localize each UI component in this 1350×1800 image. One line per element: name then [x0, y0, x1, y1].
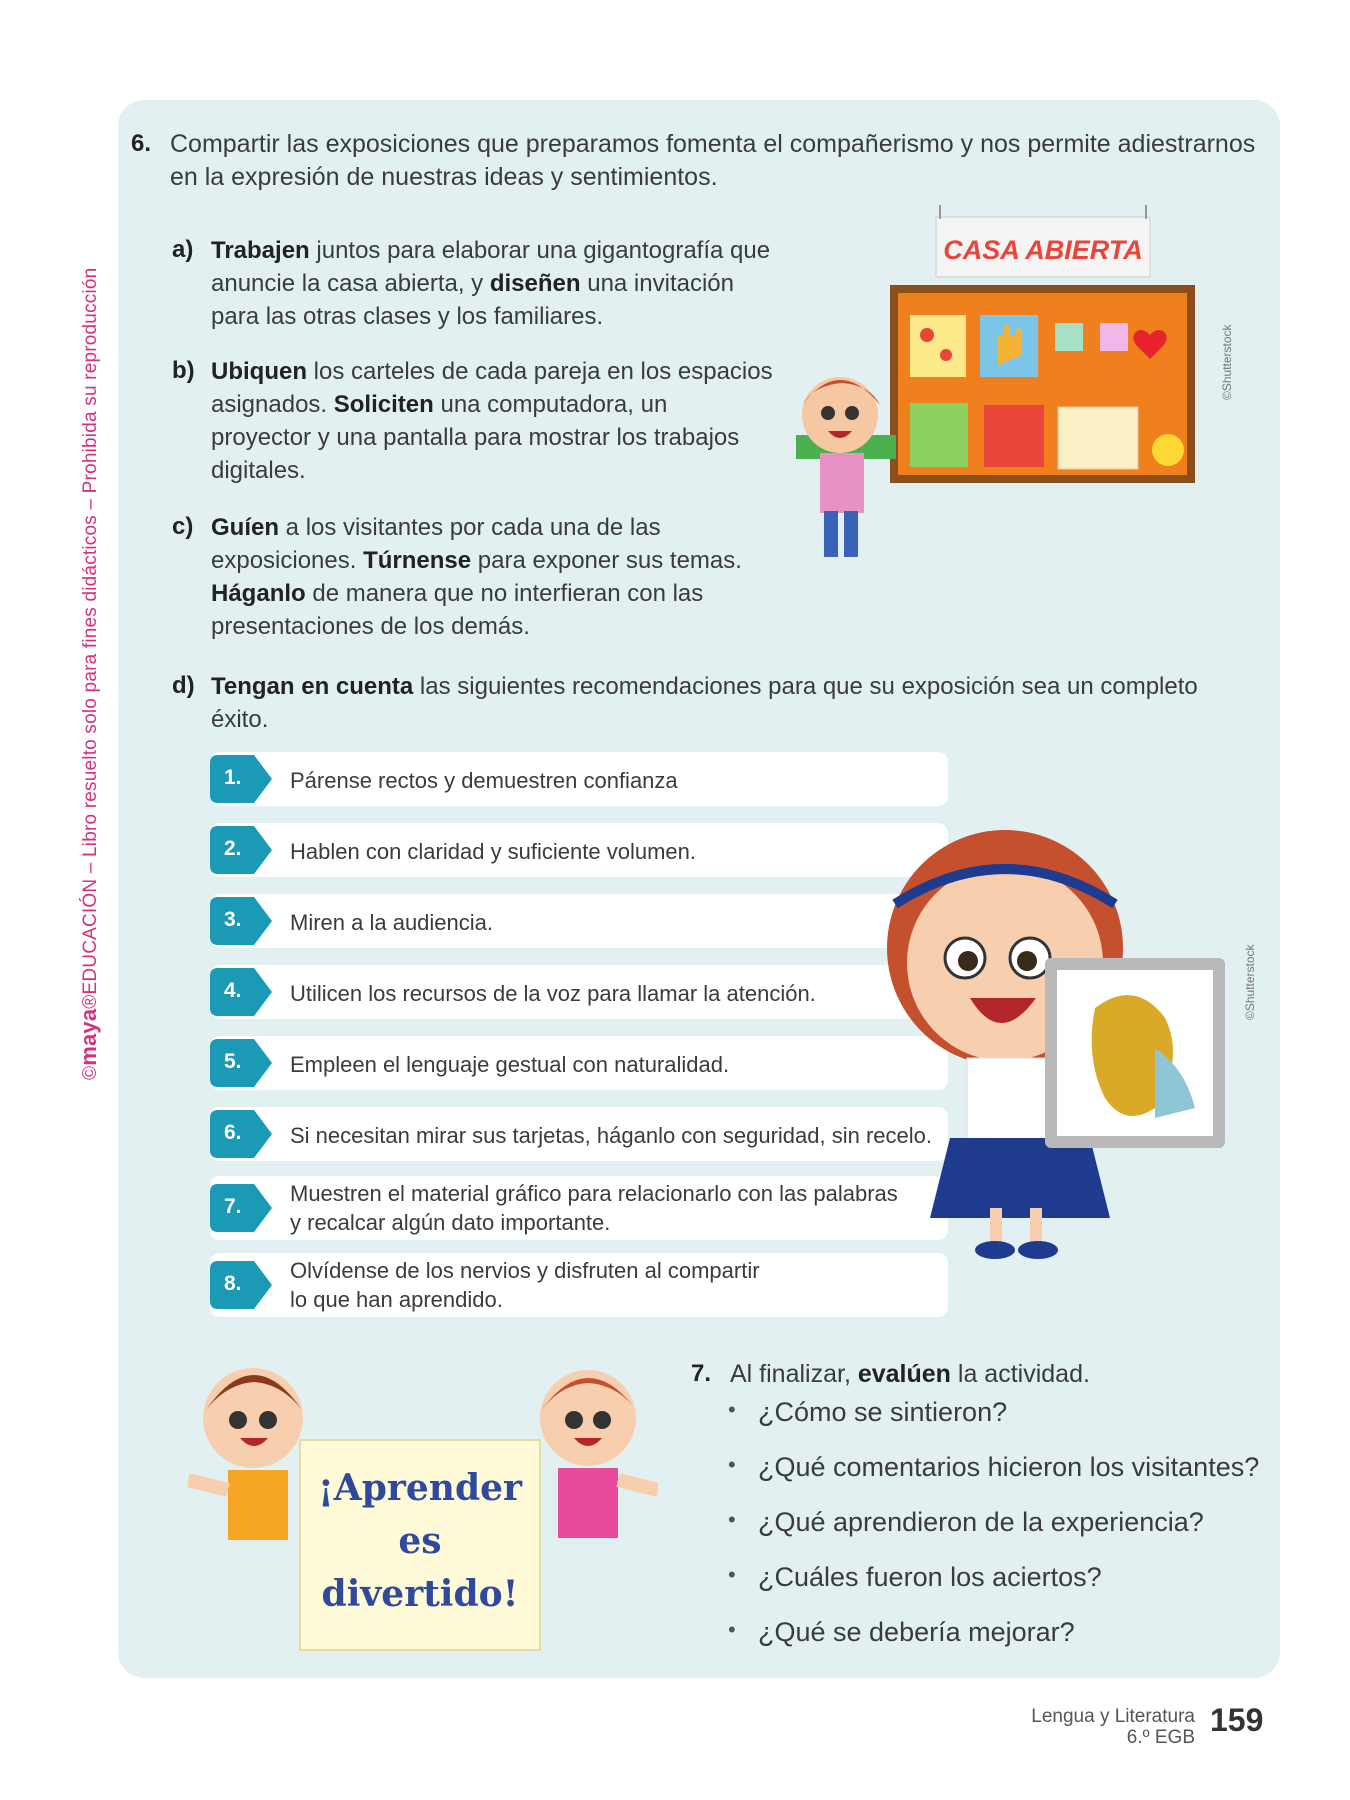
recommendation-number: 8.	[224, 1272, 242, 1295]
recommendation-row	[210, 1036, 948, 1090]
item-d-label: d)	[172, 672, 195, 699]
item-c-text: Guíen a los visitantes por cada una de las exposiciones. Túrnense para exponer sus temas. Háganlo de manera que no interfieran con las presentaciones de los demás.	[211, 514, 742, 640]
evaluation-question: • ¿Cuáles fueron los aciertos?	[728, 1562, 1259, 1617]
recommendation-row	[210, 1253, 948, 1317]
number-badge	[210, 968, 272, 1016]
recommendation-line: Muestren el material gráfico para relacionarlo con las palabras	[290, 1181, 898, 1206]
number-badge	[210, 1261, 272, 1309]
side-copyright-note: ©maya®EDUCACIÓN – Libro resuelto solo para fines didácticos – Prohibida su reproducción	[76, 267, 101, 1080]
poster-line-3: divertido!	[321, 1573, 519, 1615]
recommendation-text	[290, 1179, 898, 1237]
question-6-number: 6.	[131, 130, 152, 157]
item-d-text: Tengan en cuenta las siguientes recomendaciones para que su exposición sea un completo éxito.	[211, 673, 1198, 733]
evaluation-question: • ¿Qué aprendieron de la experiencia?	[728, 1507, 1259, 1562]
evaluation-questions	[728, 1397, 1259, 1672]
footer-subject: Lengua y Literatura 6.º EGB	[1031, 1706, 1195, 1748]
recommendation-row	[210, 752, 948, 806]
recommendation-number: 1.	[224, 766, 242, 789]
photo-credit-2: ©Shutterstock	[1243, 944, 1257, 1020]
recommendation-line: Si necesitan mirar sus tarjetas, háganlo con seguridad, sin recelo.	[290, 1123, 933, 1148]
page-number: 159	[1210, 1702, 1264, 1738]
poster-line-2: es	[398, 1520, 442, 1562]
number-badge	[210, 1039, 272, 1087]
recommendation-row	[210, 965, 948, 1019]
recommendation-line: Empleen el lenguaje gestual con naturalidad.	[290, 1052, 730, 1077]
recommendation-line: y recalcar algún dato importante.	[290, 1210, 611, 1235]
recommendation-line: Olvídense de los nervios y disfruten al compartir	[290, 1258, 760, 1283]
recommendation-text	[290, 1050, 729, 1079]
item-c-label: c)	[172, 513, 194, 540]
number-badge	[210, 1184, 272, 1232]
recommendation-line: Hablen con claridad y suficiente volumen.	[290, 839, 697, 864]
recommendation-number: 2.	[224, 837, 242, 860]
question-6-text: Compartir las exposiciones que preparamos fomenta el compañerismo y nos permite adiestrarnos en la expresión de nuestras ideas y sentimientos.	[170, 130, 1256, 191]
recommendation-text	[290, 1121, 932, 1150]
evaluation-question: • ¿Qué comentarios hicieron los visitantes?	[728, 1452, 1259, 1507]
number-badge	[210, 897, 272, 945]
recommendation-text	[290, 979, 816, 1008]
recommendation-number: 7.	[224, 1195, 242, 1218]
recommendation-line: Párense rectos y demuestren confianza	[290, 768, 678, 793]
question-7-text: Al finalizar, evalúen la actividad.	[730, 1360, 1090, 1388]
number-badge	[210, 1110, 272, 1158]
girl-with-picture-illustration	[855, 808, 1245, 1268]
sign-text: CASA ABIERTA	[943, 235, 1143, 265]
recommendation-number: 3.	[224, 908, 242, 931]
recommendation-row	[210, 1107, 948, 1161]
recommendation-line: lo que han aprendido.	[290, 1287, 503, 1312]
recommendation-number: 4.	[224, 979, 242, 1002]
evaluation-question: • ¿Qué se debería mejorar?	[728, 1617, 1259, 1672]
recommendation-row	[210, 894, 948, 948]
poster-line-1: ¡Aprender	[318, 1467, 522, 1509]
question-7-number: 7.	[691, 1360, 712, 1387]
recommendation-line: Miren a la audiencia.	[290, 910, 494, 935]
number-badge	[210, 755, 272, 803]
item-a-label: a)	[172, 236, 194, 263]
recommendation-text	[290, 837, 696, 866]
kids-poster-illustration	[188, 1360, 658, 1660]
recommendation-row	[210, 1176, 948, 1240]
bulletin-board-illustration	[780, 205, 1210, 635]
item-a-text: Trabajen juntos para elaborar una gigantografía que anuncie la casa abierta, y diseñen una invitación para las otras clases y los familiares.	[211, 237, 771, 330]
evaluation-question: • ¿Cómo se sintieron?	[728, 1397, 1259, 1452]
recommendation-text	[290, 908, 493, 937]
recommendation-number: 6.	[224, 1121, 242, 1144]
item-b-label: b)	[172, 357, 195, 384]
recommendation-row	[210, 823, 948, 877]
recommendation-number: 5.	[224, 1050, 242, 1073]
item-b-text: Ubiquen los carteles de cada pareja en los espacios asignados. Soliciten una computadora, un proyector y una pantalla para mostrar los trabajos digitales.	[211, 358, 773, 484]
recommendation-text	[290, 1256, 760, 1314]
photo-credit-1: ©Shutterstock	[1220, 324, 1234, 400]
recommendation-text	[290, 766, 678, 795]
number-badge	[210, 826, 272, 874]
recommendation-line: Utilicen los recursos de la voz para llamar la atención.	[290, 981, 816, 1006]
